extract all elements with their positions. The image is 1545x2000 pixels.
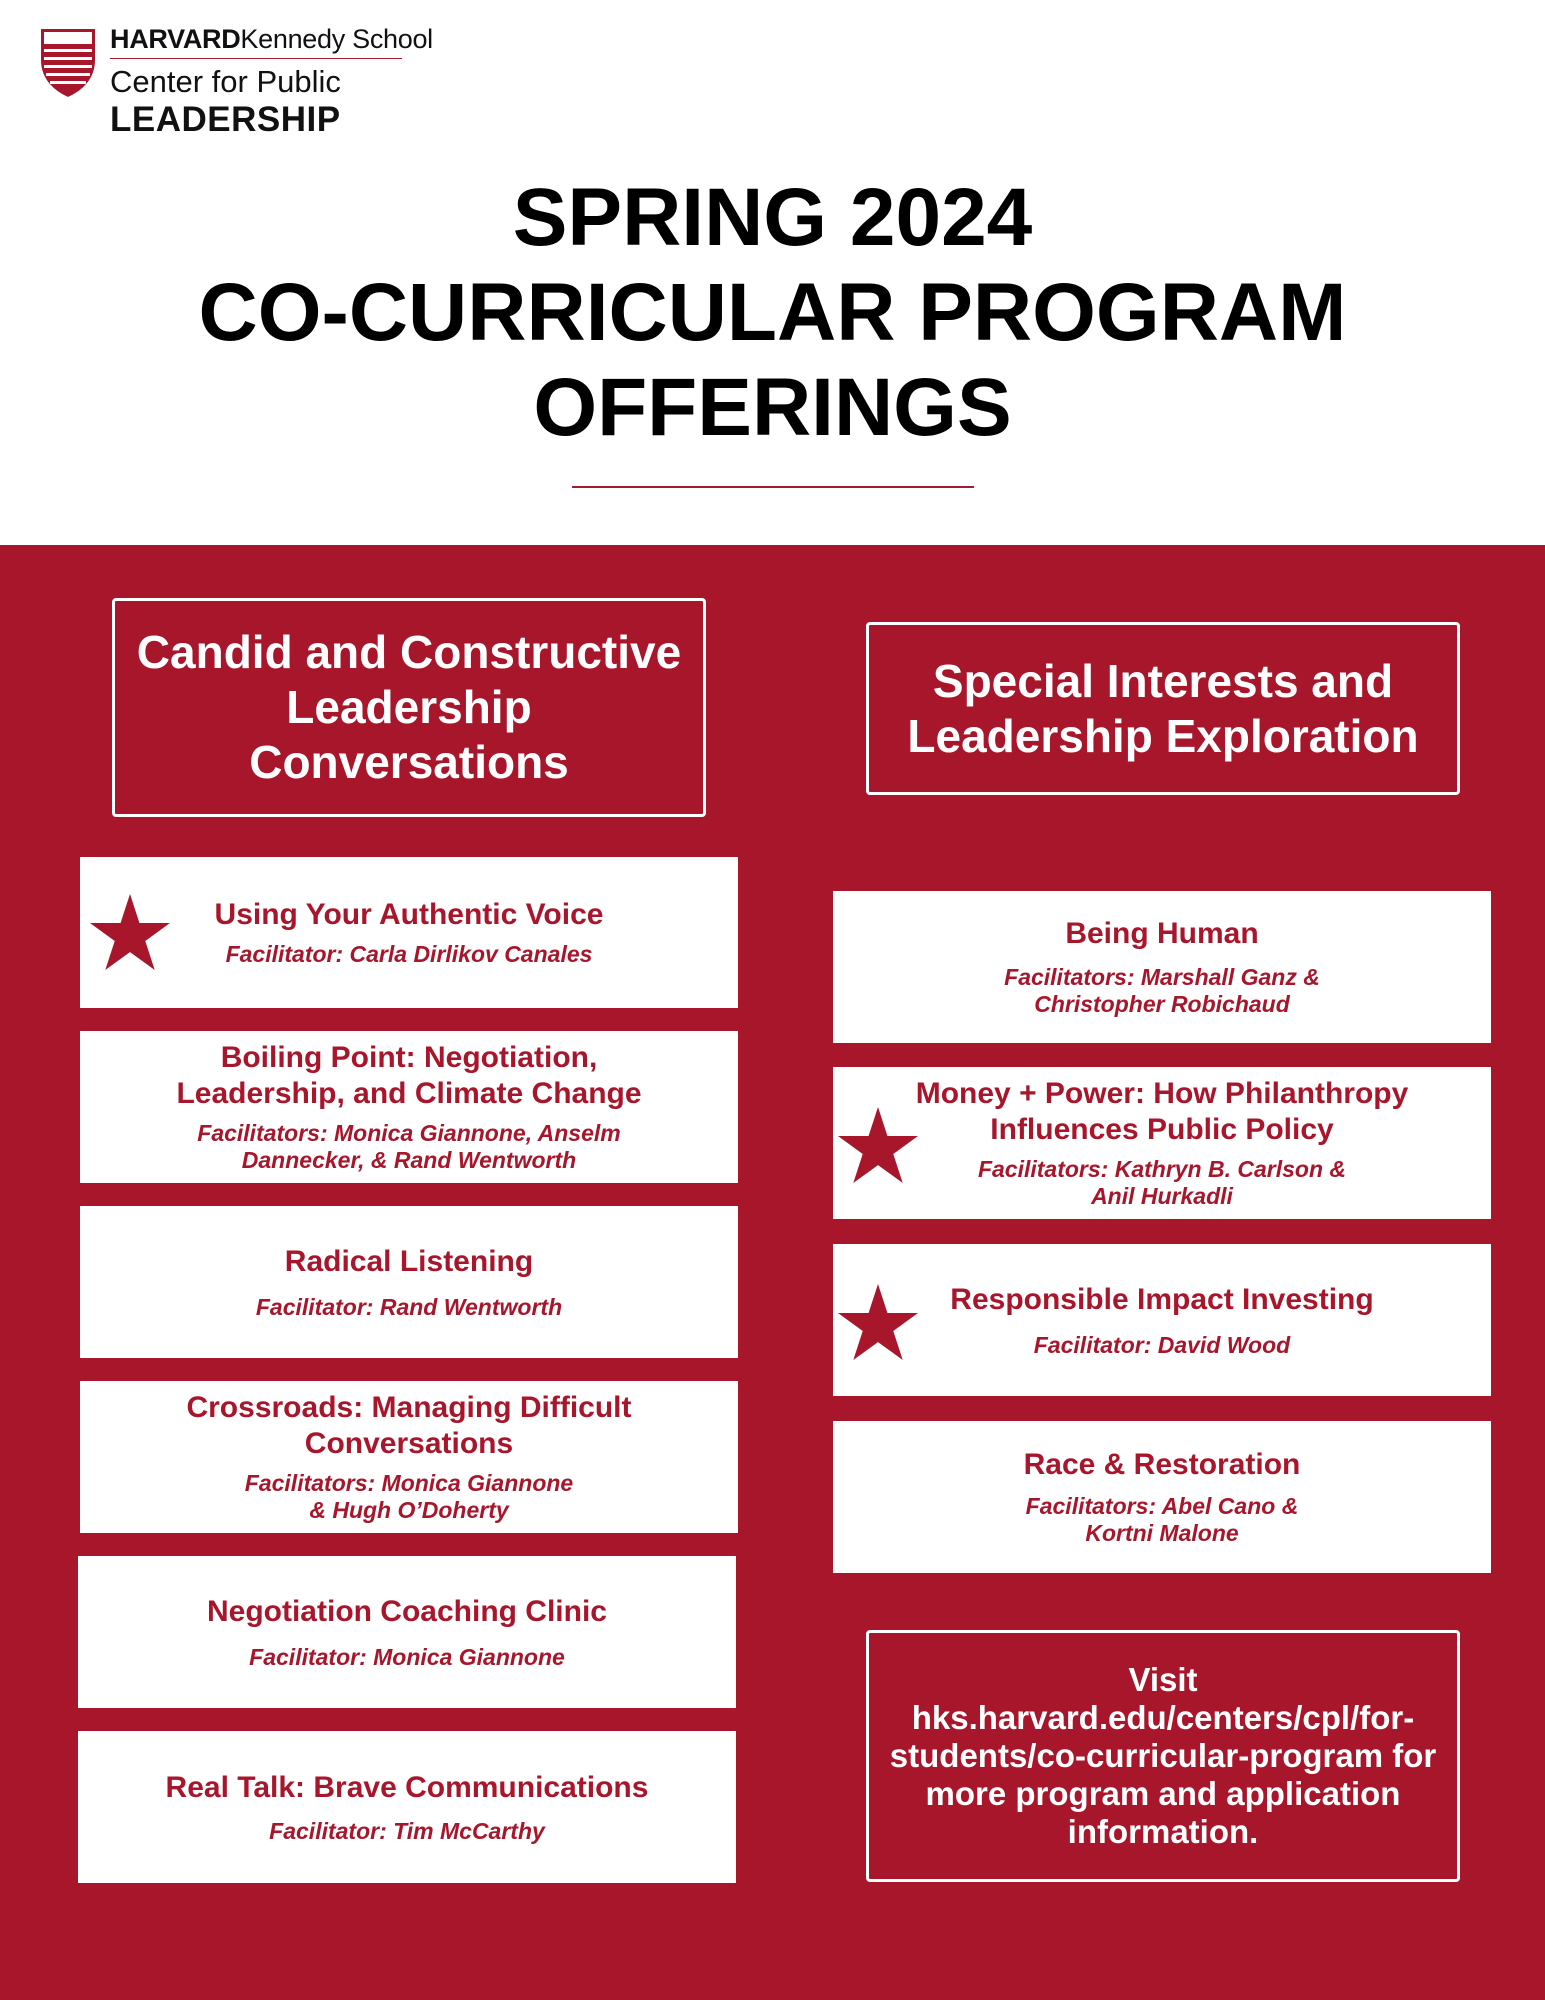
program-facilitator: Facilitator: Rand Wentworth [255,1293,563,1320]
program-card[interactable] [78,1556,736,1708]
program-facilitator: Facilitator: Carla Dirlikov Canales [225,941,593,967]
program-facilitator: Dannecker, & Rand Wentworth [241,1147,577,1173]
program-facilitator: Anil Hurkadli [1091,1183,1233,1209]
program-title: Being Human [1065,917,1259,950]
program-facilitator: Facilitators: Kathryn B. Carlson & [977,1156,1347,1182]
program-title: Boiling Point: Negotiation, [220,1041,598,1074]
program-title: Leadership, and Climate Change [176,1077,642,1110]
program-title: Using Your Authentic Voice [214,898,604,931]
program-facilitator: Facilitators: Monica Giannone [244,1470,574,1496]
right-heading-line: Special Interests and [932,654,1394,707]
program-title: Conversations [304,1427,514,1460]
left-heading-line: Leadership [286,681,532,733]
program-card[interactable] [80,1381,738,1533]
program-facilitator: Facilitator: Tim McCarthy [269,1817,545,1844]
header [0,0,1545,545]
page-title [0,170,1545,455]
left-heading-line: Conversations [249,736,569,788]
star-icon [90,894,170,970]
star-icon [838,1284,918,1360]
visit-line: information. [1067,1813,1259,1850]
program-facilitator: Kortni Malone [1085,1520,1239,1546]
logo-divider [110,58,402,59]
title-line-3: OFFERINGS [533,362,1012,453]
program-title: Responsible Impact Investing [950,1282,1374,1316]
program-facilitator: Facilitators: Monica Giannone, Anselm [197,1120,621,1146]
logo-harvard: HARVARD [110,24,241,54]
program-card[interactable] [78,1731,736,1883]
harvard-shield-icon [38,26,98,100]
program-card[interactable] [833,1421,1491,1573]
program-facilitator: Christopher Robichaud [1034,991,1290,1017]
right-column-heading [866,622,1460,795]
program-title: Race & Restoration [1023,1448,1301,1481]
title-line-2: CO-CURRICULAR PROGRAM [198,267,1347,358]
program-facilitator: Facilitator: Monica Giannone [249,1643,565,1670]
program-title: Negotiation Coaching Clinic [206,1594,607,1628]
program-facilitator: Facilitator: David Wood [1033,1331,1291,1358]
visit-line: more program and application [925,1775,1401,1812]
program-card[interactable] [833,1067,1491,1219]
program-card[interactable] [80,1206,738,1358]
program-title: Influences Public Policy [990,1113,1334,1146]
title-line-1: SPRING 2024 [512,172,1033,263]
program-card[interactable] [833,1244,1491,1396]
program-card[interactable] [833,891,1491,1043]
program-facilitator: Facilitators: Marshall Ganz & [1004,964,1320,990]
logo-school-name [110,24,433,55]
logo-center: Center for Public [110,64,341,99]
visit-url-line[interactable]: hks.harvard.edu/centers/cpl/for- [911,1699,1415,1736]
program-title: Real Talk: Brave Communications [165,1770,649,1804]
program-card[interactable] [80,1031,738,1183]
program-facilitator: Facilitators: Abel Cano & [1025,1493,1299,1519]
left-column-heading [112,598,706,817]
right-heading-line: Leadership Exploration [907,709,1419,762]
left-heading-line: Candid and Constructive [136,626,682,678]
visit-url-line[interactable]: students/co-curricular-program for [889,1737,1437,1774]
hks-cpl-logo [38,24,433,139]
program-card[interactable] [80,857,738,1008]
visit-line: Visit [1128,1661,1198,1698]
star-icon [838,1107,918,1183]
title-divider [572,486,974,488]
program-facilitator: & Hugh O’Doherty [309,1497,509,1523]
program-title: Crossroads: Managing Difficult [186,1391,632,1424]
logo-kennedy-school: Kennedy School [240,24,433,54]
visit-info-box [866,1630,1460,1882]
program-title: Money + Power: How Philanthropy [915,1077,1409,1110]
logo-leadership: LEADERSHIP [110,100,341,139]
program-title: Radical Listening [284,1244,534,1278]
